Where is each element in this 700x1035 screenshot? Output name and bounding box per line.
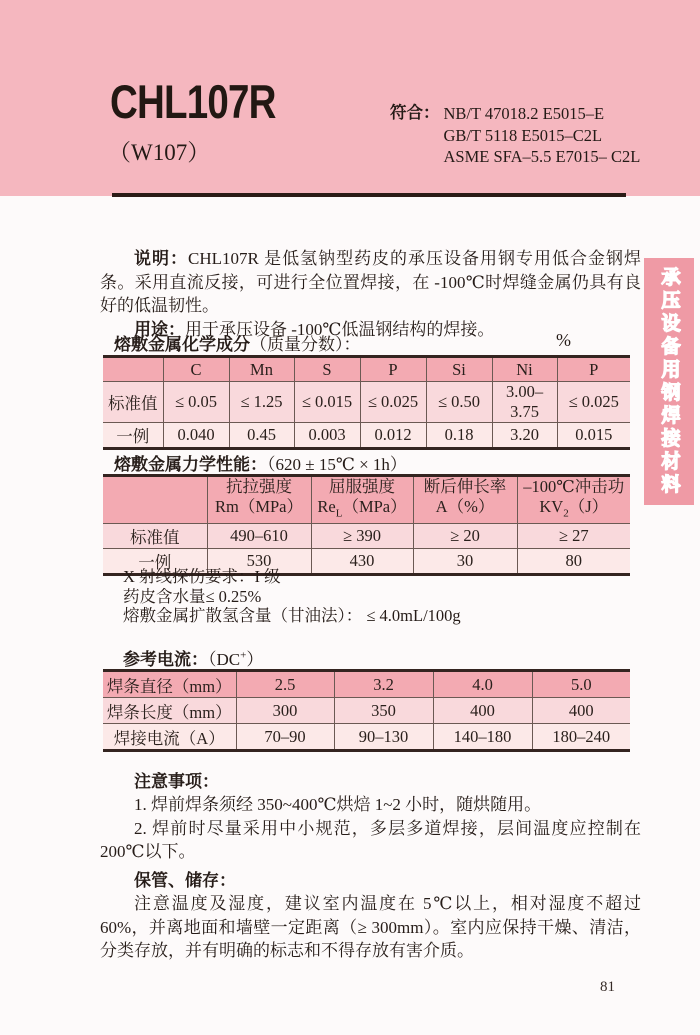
current-cell: 3.2 bbox=[334, 671, 433, 698]
current-title-main: 参考电流： bbox=[123, 650, 208, 669]
chem-table-title bbox=[114, 330, 361, 355]
current-cell: 180–240 bbox=[532, 724, 630, 751]
category-side-tab bbox=[644, 258, 694, 505]
chem-col-header: P bbox=[360, 357, 426, 382]
chem-row-label: 一例 bbox=[103, 423, 163, 449]
mech-col-header bbox=[517, 476, 630, 524]
current-row-label: 焊条直径（mm） bbox=[103, 671, 236, 698]
storage-section bbox=[100, 869, 641, 962]
precautions-title: 注意事项： bbox=[134, 772, 219, 791]
current-cell: 300 bbox=[236, 698, 334, 724]
intro-section bbox=[100, 247, 641, 341]
chem-cell: ≤ 0.015 bbox=[294, 382, 360, 423]
chem-cell: 0.012 bbox=[360, 423, 426, 449]
standard-line: GB/T 5118 E5015–C2L bbox=[443, 125, 603, 145]
quality-note-line: 药皮含水量≤ 0.25% bbox=[123, 586, 262, 606]
mech-cell: 530 bbox=[207, 549, 311, 575]
current-cell: 4.0 bbox=[433, 671, 532, 698]
mech-col-header bbox=[311, 476, 413, 524]
page-number: 81 bbox=[600, 979, 615, 995]
chem-title-main: 熔敷金属化学成分 bbox=[114, 335, 250, 354]
current-cell: 400 bbox=[433, 698, 532, 724]
precaution-item: 1. 焊前焊条须经 350~400℃烘焙 1~2 小时，随烘随用。 bbox=[134, 795, 542, 815]
mech-table-title bbox=[114, 450, 407, 475]
current-cell: 90–130 bbox=[334, 724, 433, 751]
mech-row-label: 标准值 bbox=[103, 524, 207, 549]
mech-header-line1: –100℃冲击功 bbox=[523, 477, 625, 496]
mech-header-row bbox=[103, 476, 630, 524]
chem-col-header: S bbox=[294, 357, 360, 382]
quality-note-line: X 射线探伤要求：I 级 bbox=[123, 567, 281, 586]
description-label: 说明： bbox=[134, 249, 188, 268]
chem-cell: 3.20 bbox=[492, 423, 557, 449]
mech-col-header bbox=[413, 476, 517, 524]
current-cell: 5.0 bbox=[532, 671, 630, 698]
mech-standard-row bbox=[103, 524, 630, 549]
mech-cell: 80 bbox=[517, 549, 630, 575]
mech-cell: 490–610 bbox=[207, 524, 311, 549]
current-length-row bbox=[103, 698, 630, 724]
chem-composition-table bbox=[103, 355, 630, 450]
chem-unit-label: % bbox=[556, 330, 571, 350]
mech-corner-cell bbox=[103, 476, 207, 524]
mech-row-label: 一例 bbox=[103, 549, 207, 575]
product-alt-code: （W107） bbox=[108, 140, 211, 165]
current-row-label: 焊条长度（mm） bbox=[103, 698, 236, 724]
precautions-section bbox=[100, 770, 641, 863]
current-cell: 400 bbox=[532, 698, 630, 724]
standards-label: 符合： bbox=[390, 104, 440, 122]
mech-cell: ≥ 27 bbox=[517, 524, 630, 549]
chem-cell: ≤ 0.025 bbox=[360, 382, 426, 423]
description-paragraph bbox=[100, 247, 641, 318]
chem-standard-row bbox=[103, 382, 630, 423]
reference-current-table bbox=[103, 669, 630, 752]
standards-block bbox=[390, 103, 640, 168]
mech-header-line2: $Re_L(MPa)$ bbox=[317, 497, 407, 520]
quality-note-line: 熔敷金属扩散氢含量（甘油法）： ≤ 4.0mL/100g bbox=[123, 606, 461, 626]
mech-header-line2: $KV_2(J)$ bbox=[539, 497, 609, 520]
mech-title-condition: （620 ± 15℃ × 1h） bbox=[267, 455, 407, 474]
mech-header-line2: A（%） bbox=[435, 497, 495, 516]
quality-notes bbox=[123, 567, 461, 626]
category-side-tab-label: 承压设备用钢焊接材料 bbox=[658, 266, 680, 497]
mech-properties-table bbox=[103, 474, 630, 576]
header-divider-rule bbox=[112, 193, 626, 197]
chem-title-note: （质量分数）： bbox=[250, 335, 361, 354]
usage-label: 用途： bbox=[134, 319, 185, 339]
chem-cell: 0.040 bbox=[163, 423, 229, 449]
page-header bbox=[0, 0, 700, 196]
chem-cell: 0.45 bbox=[229, 423, 294, 449]
mech-header-line1: 抗拉强度 bbox=[226, 477, 292, 496]
mech-header-line1: 断后伸长率 bbox=[423, 477, 507, 496]
current-title-condition: （DC+） bbox=[208, 649, 264, 669]
mech-cell: 430 bbox=[311, 549, 413, 575]
mech-header-line2: Rm（MPa） bbox=[214, 497, 303, 516]
chem-cell: ≤ 0.025 bbox=[557, 382, 630, 423]
chem-header-row bbox=[103, 357, 630, 382]
precaution-item: 2. 焊前时尽量采用中小规范，多层多道焊接，层间温度应控制在 200℃以下。 bbox=[100, 818, 641, 861]
chem-col-header: C bbox=[163, 357, 229, 382]
chem-cell: 0.18 bbox=[426, 423, 492, 449]
current-amperage-row bbox=[103, 724, 630, 751]
chem-example-row bbox=[103, 423, 630, 449]
mech-title-main: 熔敷金属力学性能： bbox=[114, 455, 267, 474]
product-model-title: CHL107R bbox=[110, 75, 276, 128]
mech-cell: ≥ 20 bbox=[413, 524, 517, 549]
chem-col-header: Si bbox=[426, 357, 492, 382]
storage-title: 保管、储存： bbox=[134, 871, 236, 890]
mech-cell: ≥ 390 bbox=[311, 524, 413, 549]
description-text: CHL107R 是低氢钠型药皮的承压设备用钢专用低合金钢焊条。采用直流反接，可进行全位置焊接，在 -100℃时焊缝金属仍具有良好的低温韧性。 bbox=[100, 249, 642, 315]
current-cell: 140–180 bbox=[433, 724, 532, 751]
current-cell: 2.5 bbox=[236, 671, 334, 698]
chem-row-label: 标准值 bbox=[103, 382, 163, 423]
chem-cell: ≤ 0.50 bbox=[426, 382, 492, 423]
mech-cell: 30 bbox=[413, 549, 517, 575]
current-diameter-row bbox=[103, 671, 630, 698]
chem-cell: 0.003 bbox=[294, 423, 360, 449]
standard-line: ASME SFA–5.5 E7015– C2L bbox=[443, 147, 641, 166]
standard-line: NB/T 47018.2 E5015–E bbox=[443, 104, 605, 123]
standards-list bbox=[444, 103, 641, 168]
current-table-title bbox=[123, 645, 263, 670]
chem-cell: ≤ 0.05 bbox=[163, 382, 229, 423]
mech-col-header bbox=[207, 476, 311, 524]
current-row-label: 焊接电流（A） bbox=[103, 724, 236, 751]
chem-cell: 0.015 bbox=[557, 423, 630, 449]
current-cell: 350 bbox=[334, 698, 433, 724]
chem-cell: ≤ 1.25 bbox=[229, 382, 294, 423]
usage-text: 用于承压设备 -100℃低温钢结构的焊接。 bbox=[185, 319, 495, 339]
current-cell: 70–90 bbox=[236, 724, 334, 751]
chem-col-header: P bbox=[557, 357, 630, 382]
chem-col-header: Ni bbox=[492, 357, 557, 382]
mech-header-line1: 屈服强度 bbox=[329, 477, 395, 496]
chem-corner-cell bbox=[103, 357, 163, 382]
chem-col-header: Mn bbox=[229, 357, 294, 382]
storage-text: 注意温度及湿度，建议室内温度在 5℃以上，相对湿度不超过 60%，并离地面和墙壁一定距离（≥ 300mm）。室内应保持干燥、清洁，分类存放，并有明确的标志和不得存放有害介质。 bbox=[100, 894, 641, 960]
chem-cell: 3.00–3.75 bbox=[492, 382, 557, 423]
